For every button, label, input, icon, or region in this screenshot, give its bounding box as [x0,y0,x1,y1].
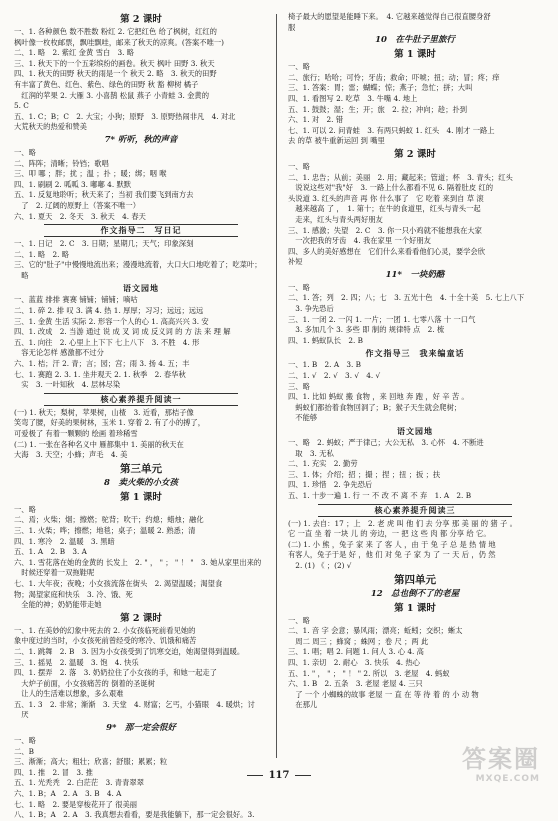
answer-line: 七、1. 可以 2. 问青蛙 3. 有两只蚂蚁 1. 红头 4. 刚才 一路上 [288,125,495,135]
answer-line: 有丰富了黄色、红色、紫色、绿色的田野 秋 豁 柳树 橘子 [14,79,199,89]
answer-line: 略 [14,270,29,280]
answer-line: 四、1. 秋天的田野 秋天的雨是一个 秋天 2. 略 3. 秋天的田野 [14,69,217,79]
answer-line: 六、1. 夏天 2. 冬天 3. 秋天 4. 春天 [14,211,146,221]
section-heading: 第三单元 [120,462,162,475]
answer-line: 大炉子前面，小女孩痛苦的 倒着的圣诞树 [14,678,155,688]
answer-line: 它 一直 坐 着 一块 儿 的 旁边，一 把 这 些 肉 都 分享 给 它。 [288,529,491,539]
answer-line: 取 3. 无私 [288,448,334,458]
section-heading: 第 1 课时 [394,49,436,61]
answer-line: 一、略 [14,736,36,746]
answer-line: 二、1. 碎 2. 排 叹 3. 满 4. 热 1. 厚厚；习习；远远；远远 [14,306,204,316]
answer-line: 服 [288,22,296,32]
answer-line: (一) 1. 去自：17 ；上 2. 老 虎 叫 他 们 去 分享 那 美 丽 的 猪 子 。 [288,518,517,528]
answer-line: (二) 1. 一张在各种名义中 雁都集中 1. 美丽的秋天在 [14,439,184,449]
answer-line: 三、1. 秋天下的一个五彩缤纷的画卷。秋天 枫叶 田野 3. 秋天 [14,58,215,68]
answer-line: 二、1. 忠告；从前；美丽 2. 用；藏起来；管道；杯 3. 青头；红头 [288,172,513,182]
answer-line: 八、1. B；A 2. A 3. 我真想去看看，要是我能躺下，那一定会很好。3. [14,810,255,820]
answer-line: 时候还穿着一双拖鞋呢 [14,568,95,578]
answer-line: 五、1. A 2. B 3. A [14,547,87,557]
answer-line: 五、1. 向往 2. 心里上上下下 七上八下 3. 不胜 4. 形 [14,337,200,347]
boxed-subsection-heading: 核心素养提升阅读三 [318,504,512,517]
page-number: 117 [0,770,558,781]
answer-line: 一、1. B 2. A 3. B [288,360,362,370]
answer-line: 五、1. C；B；C 2. 大宝；小狗；原野 3. 原野热闹非凡 4. 对北 [14,111,236,121]
section-heading: 8 卖火柴的小女孩 [104,477,178,488]
answer-line: 四、1. 摆弄 2. 落 3. 奶奶拉住了小女孩的手，和她一起走了 [14,668,217,678]
section-heading: 7* 听听，秋的声音 [104,134,178,145]
answer-line: 三、略 [288,381,310,391]
subsection-heading: 作文指导三 我来编童话 [365,348,465,359]
answer-line: 二、1. 略 2. 紫红 金黄 雪白 3. 略 [14,48,135,58]
answer-line: 六、1. 对 2. 错 [288,115,344,125]
answer-line: 一、略 [14,147,36,157]
answer-line: 六、1. B；A 2. A 3. B 4. A [14,789,122,799]
column-divider [276,14,277,758]
answer-line: 2. (1) 《 ；(2) √ [288,560,352,570]
answer-line: 一、略 [288,161,310,171]
answer-line: 四、1. 刷刷 2. 呱呱 3. 嘟嘟 4. 默默 [14,179,132,189]
watermark-title: 答案圈 [462,745,540,773]
answer-line: 三、1. 金黄 生活 实际 2. 形容一个人的心 1. 高高兴兴 3. 安 [14,316,209,326]
answer-line: 补短 [288,257,303,267]
answer-line: 椅子最大的愿望是能睡下来。 4. 它越来越觉得自己很直腰身舒 [288,12,491,21]
answer-line: 二、1. 跳舞 2. B 3. 因为小女孩受到了饥寒交迫，她渴望得到温暖。 [14,646,245,656]
answer-line: 二、阵阵；清晰；铃铛；歌唱 [14,158,109,168]
answer-line: 二、焉；火柴；烟；擦燃；驼背；吹干；约熄；蜡烛；融化 [14,515,204,525]
answer-line: 5. C [14,101,29,111]
answer-line: 四、1. 改成 2. 当游 通过 说 成 叉 词 成 反义词 的 方 法 来 理 解 [14,327,231,337]
answer-line: 三、1. 一闭 2. 一闪 1. 一片；一团 1. 七零八落 十 一口气 [288,314,476,324]
section-heading: 10 在牛肚子里旅行 [375,35,455,46]
answer-line: 三、1. 唱；唱 2. 问题 1. 问人 3. 心 4. 高 [288,647,424,657]
answer-line: 全能的神；奶奶能带走她 [14,600,102,610]
section-heading: 12 总也倒不了的老屋 [370,588,460,599]
answer-line: 四、1. 比如 蚂蚁 搬 食物 ，来 回地 奔 跑 ，好 辛 苦 。 [288,392,469,402]
answer-line: 三、1. 摇晃 2. 温暖 3. 饱 4. 快乐 [14,657,139,667]
answer-line: 去 的草 被牛重新运回 到 嘴里 [288,136,385,146]
answer-line: (一) 1. 秋天；梨树，苹果树，山楂 3. 近看，那桔子像 [14,407,194,417]
boxed-subsection-heading: 核心素养提升阅读一 [44,393,238,406]
answer-line: 三、1. 答案：胃；雷；蝴蝶；惊；燕子；急忙；拼；大叫 [288,83,473,93]
answer-line: 七、1. 大年夜；夜晚；小女孩流落在街头 2. 渴望温暖；渴望食 [14,578,223,588]
answer-line: 二、1. √ 2. √ 3. √ 4. √ [288,371,381,381]
answer-line: 3. 多加几个 3. 多些 即 制的 规律特 点 2. 梳 [288,325,445,335]
answer-line: 一、略 [288,282,310,292]
answer-line: 三、渐渐；高大；粗壮；欣喜；舒服；累累；粒 [14,757,168,767]
section-heading: 第 1 课时 [394,602,436,614]
answer-line: 四、1. 寒冷 2. 温暖 3. 黑暗 [14,536,115,546]
section-heading: 第 2 课时 [120,14,162,25]
answer-line: 三、它的"肚子"中慢慢地流出来；漫漫地流着，大口大口地吃着了；吃菜叶； [14,260,262,270]
answer-line: 三、1. 感激；失望 2. C 3. 你一只小鸡就不能想我在大家 [288,225,482,235]
answer-line: 六、1. 桔；汗 2. 青；言；园；宫；雨 3. 扬 4. 五；丰 [14,359,190,369]
answer-line: 大荒秋天的热爱和赞美 [14,122,87,132]
answer-line: 四、多人的美好感想在 它们什么来看看他们心灵，要学会欣 [288,246,486,256]
answer-line: 说说这些对"我"好 3. 一路上什么都看不见 6. 隔着肚皮 红的 [288,183,494,193]
answer-line: 厌 [14,710,29,720]
answer-line: 走来，红头与青头两好朋友 [288,214,383,224]
answer-line: 象中度过的当时，小女孩死前曾经受的寒冷、饥饿和痛苦 [14,636,197,646]
watermark-url: MXQE.COM [475,774,540,784]
section-heading: 第 2 课时 [394,148,436,160]
answer-line: 一、略 [14,504,36,514]
answer-line: 容无论怎样 感激都不过分 [14,348,104,358]
boxed-subsection-heading: 作文指导二 写日记 [44,224,238,237]
answer-line: 周二 周三 ；蜂窝 ；蛛网 ；卷 尺 ；两 此 [288,636,429,646]
answer-line: 有客人，兔子于是 好 ，他 们 对 兔 子 家 为 了 一 天 后 ，仍 然 [288,550,496,560]
answer-line: 一、1. 各种颜色 数不胜数 粉红 2. 它把红色 给了枫树，红红的 [14,27,217,36]
answer-line: 不能够 [288,413,318,423]
answer-line: 七、1. 赛跑 2. 3. 1. 坐井观天 2. 1. 秋季 2. 春华秋 [14,369,186,379]
left-column [14,12,268,821]
answer-line: 一、略 [288,62,310,72]
answer-line: 实 3. 一叶知秋 4. 层林尽染 [14,380,121,390]
answer-line: 3. 争先恐后 [288,304,334,314]
answer-line: 二、1. 略 2. 略 [14,249,70,259]
answer-line: 五、1. " ， " ； " ！ " 2. 所以 3. 老屋 4. 蚂蚁 [288,668,450,678]
answer-line: 三、1. 体；介绍；招 ；撮 ；捏 ；扭 ；扳 ；扶 [288,469,441,479]
section-heading: 11* 一块奶酪 [385,269,445,280]
subsection-heading: 语文园地 [123,283,159,294]
answer-line: 一、1. 日记 2. C 3. 日期；星期几；天气；印象深刻 [14,239,194,249]
subsection-heading: 语文园地 [397,426,433,436]
answer-line: 五、1. 十步一遍 1. 行 一 不 改 不 离 不 弃 1. A 2. B [288,490,472,500]
answer-line: 蚂蚁们都抬着食物回洞了；B；猴子天生就会爬树； [288,402,462,412]
answer-line: 红润的苹果 2. 大雁 3. 小喜鹊 松鼠 燕子 小青蛙 3. 金黄的 [14,90,209,100]
answer-line: 越来越高 了 ， 1. 第十；在牛的食道里，红头与青头一起 [288,204,481,214]
answer-line: 在那儿 [288,700,318,710]
answer-line: 六、1. 雪花落在她的金黄的 长发上 2. " ， " ； " ！ " 3. 她从家里出来的 [14,557,262,567]
section-heading: 第四单元 [394,573,436,586]
answer-line: 四、1. 珍惜 2. 争先恐后 [288,480,373,490]
answer-line: 七、1. 略 2. 要是穿梭花开了 很美丽 [14,799,138,809]
section-heading: 第 1 课时 [120,491,162,503]
answer-line: 五、1. 光秃秃 2. 白茫茫 3. 青青翠翠 [14,778,144,788]
answer-line: 头说道 3. 红头的声音 再 你 什么事了 它 吃着 来到自 草 滚 [288,193,484,203]
answer-line: 四、1. 蚂蚁队长 2. B [288,335,364,345]
answer-line: 二、1. 充实 2. 勤劳 [288,459,358,469]
answer-line: 一、1. 在美妙的幻象中死去的 2. 小女孩临死前看见她的 [14,625,196,635]
section-heading: 第 2 课时 [120,612,162,624]
section-heading: 9* 那一定会很好 [106,723,176,734]
answer-line: 二、B [14,746,34,756]
answer-line: 枫叶像一枚枚邮票，飘哇飘哇，邮来了秋天的凉爽。(答案不唯一) [14,37,225,47]
answer-line: 二、旅行；哈哈；可怜；牙齿；救命；吓唬；扭；动；冒；疼；痒 [288,72,500,82]
answer-line: 五、1. 鼓鼓；湿；生；开；旅 2. 拉；冲向；趁；扑到 [288,104,468,114]
answer-line: 可爱极了 有着一颗颗的 绘画 着珍稀雪 [14,429,138,438]
answer-line: 了 一个 小蜘蛛的故事 老屋 一 直 在 等 待 着 的 小 动 物 [288,689,479,699]
answer-line: 五、1. 反复地聆听；秋天来了；当初 我们要飞到南方去 [14,190,194,200]
answer-line: 一次把我的牙齿 4. 我在家里 一个好朋友 [288,236,431,246]
answer-line: 大海 3. 天空；小蜂；声毛 4. 美 [14,450,128,460]
answer-line: 四、1. 推 2. 冒 3. 推 [14,767,93,777]
answer-line: 四、1. 看图写 2. 吃草 3. 牛嘴 4. 地上 [288,93,418,103]
answer-line: 五、1. 3 2. 非常；渐渐 3. 天堂 4. 财富；乞丐，小猫眼 4. 暖烘；讨 [14,699,255,709]
answer-line: 一、蓝蓝 排排 赛赛 铺铺；铺铺；嘀咕 [14,295,138,305]
answer-line: 了 2. 辽阔的原野上（答案不唯一） [14,200,141,210]
answer-line: 物；渴望家庭和快乐 3. 冷、饿、死 [14,589,133,599]
answer-line: 四、1. 亲切 2. 耐心 3. 快乐 4. 热心 [288,657,420,667]
answer-line: 三、叩 哪 ；胖；扰 ；温 ；扑 ；暖；绑；咽 喉 [14,169,167,179]
answer-line: 二、1. 音 字 会意；暴风雨；漂亮；蚯蚓；交织；蜥太 [288,626,463,636]
answer-line: (二) 1. 小 熊 ，兔子 家 来 了 客 人 ，由 于 兔 子 总 是 热 情 地 [288,539,496,549]
answer-line: 六、1. B 2. 五条 3. 老屋 老屋 4. 三只 [288,679,423,689]
answer-line: 三、1. 火柴；哗；擦燃；地毯；桌子；温暖 2. 熟悉；清 [14,525,196,535]
answer-line: 一、略 2. 蚂蚁；严于律己；大公无私 3. 心怀 4. 不断进 [288,438,484,447]
answer-line: 让人的生活难以想象，多么艰难 [14,689,124,699]
answer-line: 二、1. 答；列 2. 四；八；七 3. 五光十色 4. 十全十美 5. 七上八下 [288,293,525,303]
watermark-logo [462,739,540,784]
answer-line: 一、略 [288,615,310,625]
answer-line: 笑弯了腰，好美的果树林，玉米 1. 穿着 2. 有了小的搏了， [14,418,206,428]
right-column [288,12,542,711]
